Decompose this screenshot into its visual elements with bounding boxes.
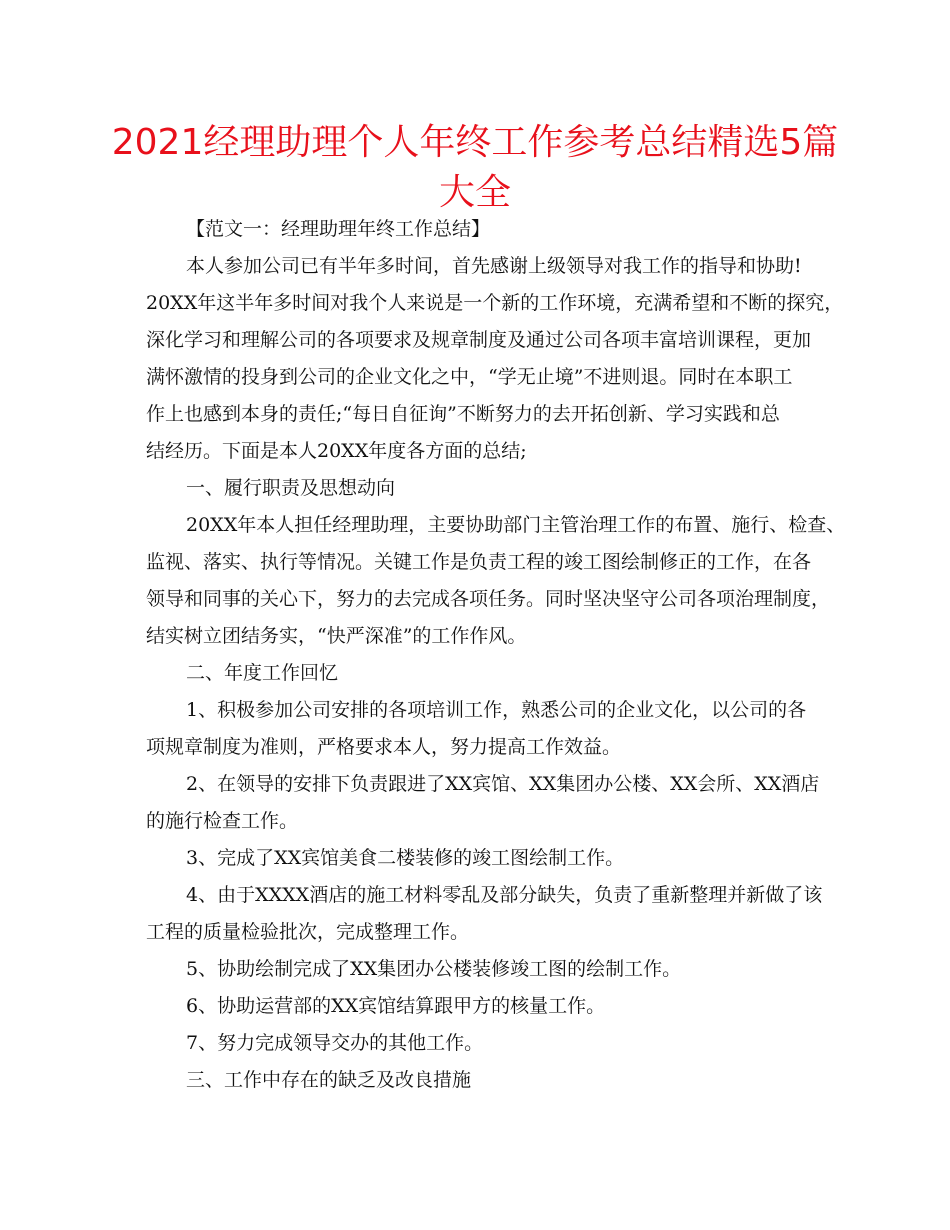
- paragraph-line: 深化学习和理解公司的各项要求及规章制度及通过公司各项丰富培训课程，更加: [146, 329, 812, 351]
- list-item: 7、努力完成领导交办的其他工作。: [186, 1032, 484, 1054]
- list-item: 6、协助运营部的XX宾馆结算跟甲方的核量工作。: [186, 995, 606, 1017]
- paragraph-line: 监视、落实、执行等情况。关键工作是负责工程的竣工图绘制修正的工作，在各: [146, 551, 812, 573]
- list-item-continuation: 项规章制度为准则，严格要求本人，努力提高工作效益。: [146, 736, 622, 758]
- paragraph-line: 20XX年这半年多时间对我个人来说是一个新的工作环境，充满希望和不断的探究，: [146, 292, 844, 314]
- section-heading: 一、履行职责及思想动向: [186, 477, 396, 499]
- paragraph-line: 本人参加公司已有半年多时间，首先感谢上级领导对我工作的指导和协助!: [186, 255, 802, 277]
- list-item: 5、协助绘制完成了XX集团办公楼装修竣工图的绘制工作。: [186, 958, 682, 980]
- list-item: 4、由于XXXX酒店的施工材料零乱及部分缺失，负责了重新整理并新做了该: [186, 884, 823, 906]
- list-item-continuation: 的施行检查工作。: [146, 810, 299, 832]
- document-title: [100, 118, 850, 218]
- list-item: 1、积极参加公司安排的各项培训工作，熟悉公司的企业文化，以公司的各: [186, 699, 807, 721]
- title-line-1: 2021经理助理个人年终工作参考总结精选5篇: [111, 122, 839, 163]
- section-heading: 三、工作中存在的缺乏及改良措施: [186, 1069, 472, 1091]
- section-heading: 二、年度工作回忆: [186, 662, 339, 684]
- list-item-continuation: 工程的质量检验批次，完成整理工作。: [146, 921, 470, 943]
- paragraph-line: 结经历。下面是本人20XX年度各方面的总结;: [146, 440, 527, 462]
- list-item: 2、在领导的安排下负责跟进了XX宾馆、XX集团办公楼、XX会所、XX酒店: [186, 773, 820, 795]
- title-line-2: 大全: [438, 172, 511, 213]
- paragraph-line: 20XX年本人担任经理助理，主要协助部门主管治理工作的布置、施行、检查、: [186, 514, 846, 536]
- paragraph-line: 领导和同事的关心下，努力的去完成各项任务。同时坚决坚守公司各项治理制度，: [146, 588, 831, 610]
- paragraph-line: 作上也感到本身的责任;“每日自征询”不断努力的去开拓创新、学习实践和总: [146, 403, 780, 425]
- list-item: 3、完成了XX宾馆美食二楼装修的竣工图绘制工作。: [186, 847, 625, 869]
- paragraph-line: 结实树立团结务实，“快严深准”的工作作风。: [146, 625, 527, 647]
- section-heading: 【范文一：经理助理年终工作总结】: [186, 218, 491, 240]
- paragraph-line: 满怀激情的投身到公司的企业文化之中，“学无止境”不进则退。同时在本职工: [146, 366, 793, 388]
